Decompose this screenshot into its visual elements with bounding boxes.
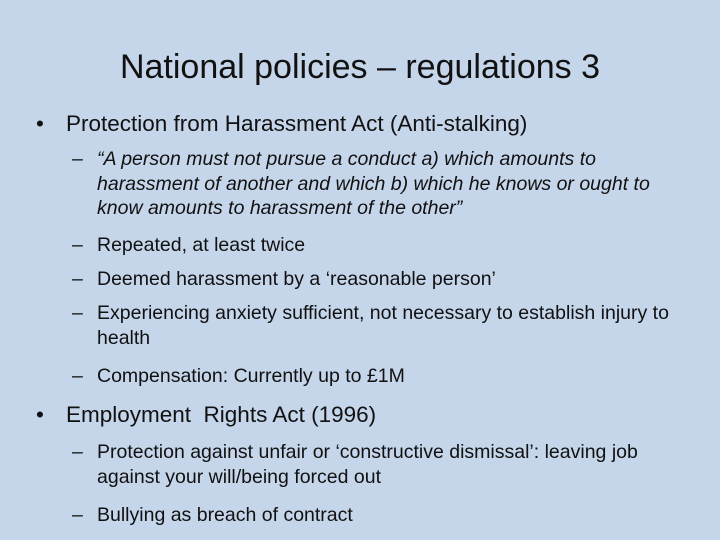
- bullet-marker: •: [36, 402, 44, 427]
- sub-item-text: Bullying as breach of contract: [97, 504, 353, 526]
- sub-item-text: Deemed harassment by a ‘reasonable person’: [97, 268, 496, 290]
- dash-marker: –: [72, 302, 83, 324]
- bullet-text: Employment Rights Act (1996): [66, 402, 377, 427]
- dash-marker: –: [72, 441, 83, 463]
- dash-marker: –: [72, 148, 83, 170]
- sub-item-text: “A person must not pursue a conduct a) which amounts to harassment of another and which b) which he knows or ought to know amounts to harassment of the other”: [97, 148, 650, 219]
- bullet-marker: •: [36, 111, 44, 136]
- sub-item-text: Compensation: Currently up to £1M: [97, 365, 405, 387]
- dash-marker: –: [72, 234, 83, 256]
- sub-item-text: Protection against unfair or ‘constructive dismissal’: leaving job against your will/being forced out: [97, 441, 638, 488]
- sub-item-text: Experiencing anxiety sufficient, not necessary to establish injury to health: [97, 302, 669, 349]
- dash-marker: –: [72, 365, 83, 387]
- dash-marker: –: [72, 268, 83, 290]
- bullet-text: Protection from Harassment Act (Anti-stalking): [66, 111, 528, 136]
- sub-item-text: Repeated, at least twice: [97, 234, 306, 256]
- slide-title: National policies – regulations 3: [119, 48, 601, 86]
- dash-marker: –: [72, 504, 83, 526]
